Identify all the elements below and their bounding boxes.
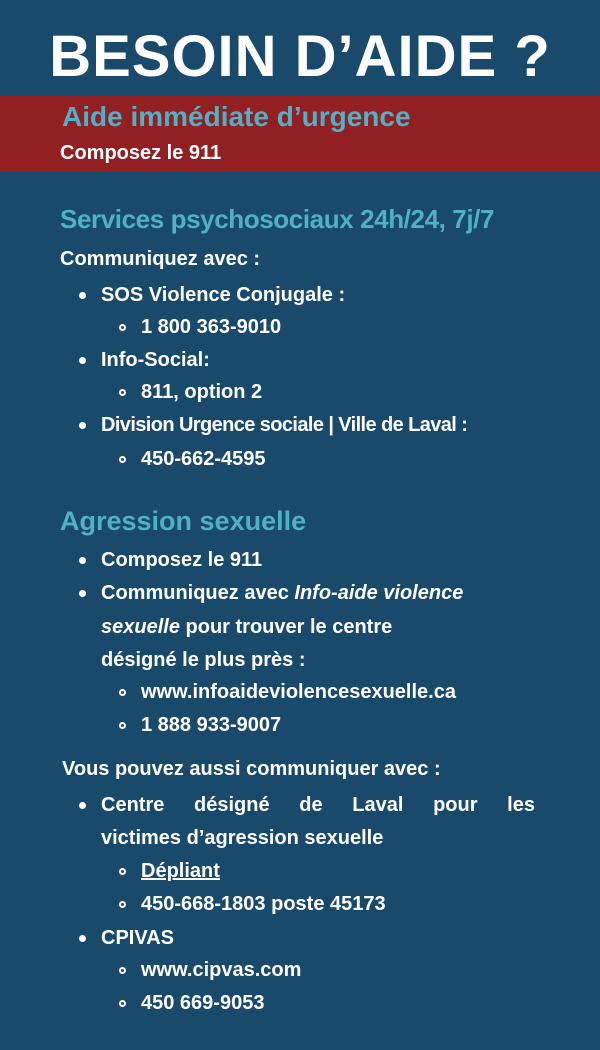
- urgence-heading: Aide immédiate d’urgence: [62, 101, 411, 132]
- bullet-icon: [79, 802, 86, 809]
- bullet-icon: [79, 422, 86, 429]
- circle-bullet-icon: [119, 389, 126, 396]
- psychosocial-heading: Services psychosociaux 24h/24, 7j/7: [60, 204, 495, 234]
- urgence-call-911: Composez le 911: [60, 142, 222, 164]
- list-item-sos: SOS Violence Conjugale :: [101, 284, 346, 306]
- list-item-composez-911: Composez le 911: [101, 549, 263, 571]
- phone-urgence-sociale[interactable]: 450-662-4595: [141, 448, 266, 470]
- psychosocial-lead: Communiquez avec :: [60, 248, 261, 270]
- word: les: [507, 794, 535, 816]
- bullet-icon: [79, 557, 86, 564]
- list-item-info-aide-line2: [101, 614, 392, 640]
- list-item-centre-designe-line1: [101, 792, 535, 818]
- word: de: [299, 794, 323, 816]
- circle-bullet-icon: [119, 901, 126, 908]
- circle-bullet-icon: [119, 722, 126, 729]
- bullet-icon: [79, 935, 86, 942]
- circle-bullet-icon: [119, 967, 126, 974]
- circle-bullet-icon: [119, 1000, 126, 1007]
- info-aide-post: pour trouver le centre: [179, 616, 393, 638]
- aussi-lead: Vous pouvez aussi communiquer avec :: [62, 758, 441, 780]
- word: Laval: [352, 794, 404, 816]
- list-item-info-social: Info-Social:: [101, 349, 210, 371]
- info-aide-name: Info-aide violence: [294, 582, 464, 604]
- page-title: BESOIN D’AIDE ?: [49, 24, 551, 89]
- link-cipvas-website[interactable]: www.cipvas.com: [141, 959, 302, 981]
- circle-bullet-icon: [119, 456, 126, 463]
- word: Centre: [101, 794, 165, 816]
- info-aide-name-end: sexuelle: [101, 616, 180, 638]
- link-infoaide-website[interactable]: www.infoaideviolencesexuelle.ca: [141, 681, 456, 703]
- info-aide-pre: Communiquez avec: [101, 582, 295, 604]
- phone-centre-designe[interactable]: 450-668-1803 poste 45173: [141, 893, 386, 915]
- list-item-centre-designe-line2: victimes d’agression sexuelle: [101, 827, 384, 849]
- agression-heading: Agression sexuelle: [60, 506, 307, 536]
- bullet-icon: [79, 292, 86, 299]
- list-item-cpivas: CPIVAS: [101, 927, 174, 949]
- bullet-icon: [79, 357, 86, 364]
- list-item-info-aide-line1: [101, 580, 463, 606]
- phone-infoaide[interactable]: 1 888 933-9007: [141, 714, 282, 736]
- phone-info-social[interactable]: 811, option 2: [141, 381, 263, 403]
- bullet-icon: [79, 590, 86, 597]
- word: désigné: [194, 794, 270, 816]
- phone-sos[interactable]: 1 800 363-9010: [141, 316, 282, 338]
- circle-bullet-icon: [119, 868, 126, 875]
- phone-cpivas[interactable]: 450 669-9053: [141, 992, 265, 1014]
- word: pour: [433, 794, 478, 816]
- list-item-urgence-sociale: Division Urgence sociale | Ville de Laval :: [101, 414, 468, 436]
- depliant-link[interactable]: Dépliant: [141, 860, 220, 882]
- list-item-info-aide-line3: désigné le plus près :: [101, 649, 306, 671]
- circle-bullet-icon: [119, 689, 126, 696]
- circle-bullet-icon: [119, 324, 126, 331]
